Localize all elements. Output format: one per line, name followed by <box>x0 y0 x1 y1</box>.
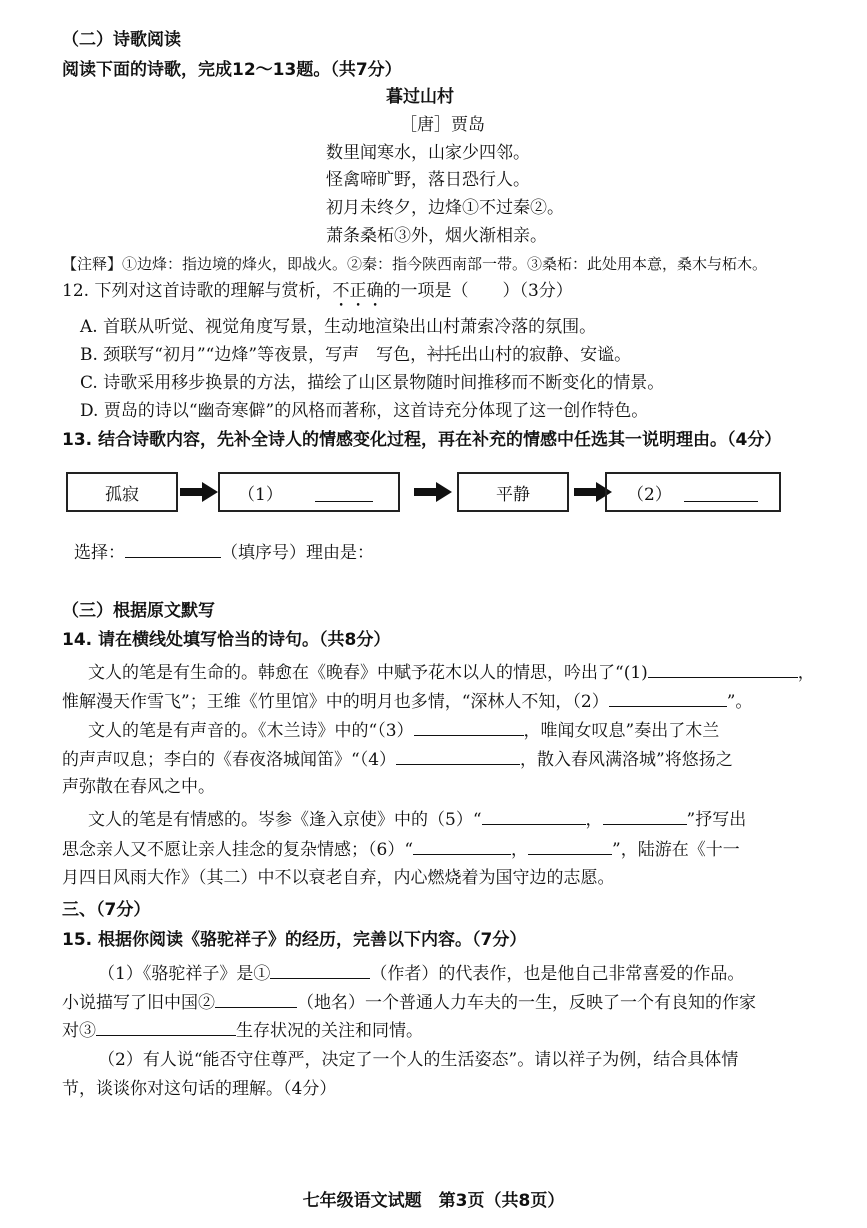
question-12-stem <box>62 279 573 311</box>
q14-line: 声弥散在春风之中。 <box>62 777 215 797</box>
answer-blank[interactable] <box>315 483 373 502</box>
q15-line: （2）有人说“能否守住尊严，决定了一个人的生活姿态”。请以祥子为例，结合具体情 <box>98 1050 739 1070</box>
q15-line: 节，谈谈你对这句话的理解。（4分） <box>62 1079 337 1099</box>
page-footer: 七年级语文试题 第3页（共8页） <box>302 1191 565 1211</box>
q14-text: 文人的笔是有声音的。《木兰诗》中的“（3） <box>88 721 414 741</box>
q14-text: ”抒写出 <box>686 810 747 830</box>
poem-notes: 【注释】①边烽：指边境的烽火，即战火。②秦：指今陕西南部一带。③桑柘：此处用本意，桑木与柘木。 <box>62 255 768 273</box>
q15-text: 小说描写了旧中国② <box>62 993 215 1013</box>
q14-text: 惟解漫天作雪飞”；王维《竹里馆》中的明月也多情，“深林人不知，（2） <box>62 692 609 712</box>
answer-blank[interactable] <box>482 806 586 825</box>
q14-line <box>88 717 719 743</box>
poem-line: 数里闻寒水，山家少四邻。 <box>326 143 530 163</box>
q12-option-b <box>80 343 631 367</box>
flow-box-blank-1[interactable] <box>218 472 400 512</box>
q15-line <box>98 960 744 986</box>
q12-option-d: D. 贾岛的诗以“幽奇寒僻”的风格而著称，这首诗充分体现了这一创作特色。 <box>80 401 649 421</box>
flow-box-label: （2） <box>627 484 672 505</box>
flow-box-label: 平静 <box>496 484 530 505</box>
q13-choice-label: 选择： <box>74 543 125 563</box>
q14-text: ，唯闻女叹息”奏出了木兰 <box>523 721 720 741</box>
q12-option-b-text: B. 颈联写“初月”“边烽”等夜景，写声 写色， <box>80 345 428 365</box>
flow-box-calm <box>457 472 569 512</box>
flow-box-blank-2[interactable] <box>605 472 781 512</box>
question-13-stem: 13. 结合诗歌内容，先补全诗人的情感变化过程，再在补充的情感中任选其一说明理由。（4分） <box>62 430 782 450</box>
poem-line: 萧条桑柘③外，烟火渐相亲。 <box>326 226 547 246</box>
q14-text: ，散入春风满洛城”将悠扬之 <box>520 750 733 770</box>
q15-text: （1）《骆驼祥子》是① <box>98 964 271 984</box>
answer-blank[interactable] <box>396 746 520 765</box>
q12-option-c: C. 诗歌采用移步换景的方法，描绘了山区景物随时间推移而不断变化的情景。 <box>80 373 665 393</box>
q12-stem-prefix: 12. 下列对这首诗歌的理解与赏析， <box>62 281 333 301</box>
q14-line <box>88 806 746 832</box>
right-arrow-icon <box>414 482 452 502</box>
flow-box-lonely <box>66 472 178 512</box>
answer-blank[interactable] <box>648 659 798 678</box>
answer-blank[interactable] <box>96 1017 236 1036</box>
answer-blank[interactable] <box>270 960 370 979</box>
q15-text: 对③ <box>62 1021 96 1041</box>
q13-choice-tail: （填序号）理由是： <box>221 543 374 563</box>
answer-blank[interactable] <box>609 688 727 707</box>
answer-blank[interactable] <box>125 539 221 558</box>
answer-blank[interactable] <box>603 806 687 825</box>
q15-line <box>62 989 756 1015</box>
q14-text: 文人的笔是有生命的。韩愈在《晚春》中赋予花木以人的情思，吟出了“(1) <box>88 663 648 683</box>
q14-line <box>62 688 752 714</box>
section-heading-poetry: （二）诗歌阅读 <box>62 30 181 50</box>
q14-line: 月四日风雨大作》（其二）中不以衰老自弃，内心燃烧着为国守边的志愿。 <box>62 868 615 888</box>
answer-blank[interactable] <box>684 483 758 502</box>
q14-text: ， <box>585 810 603 830</box>
q15-text: 生存状况的关注和同情。 <box>236 1021 423 1041</box>
q14-line <box>62 746 733 772</box>
poem-author: ［唐］贾岛 <box>400 115 485 135</box>
q12-option-b-struck: 衬托 <box>427 345 462 365</box>
answer-blank[interactable] <box>414 717 524 736</box>
q14-text: 文人的笔是有情感的。岑参《逢入京使》中的（5）“ <box>88 810 482 830</box>
q15-text: （地名）一个普通人力车夫的一生，反映了一个有良知的作家 <box>297 993 756 1013</box>
poem-title: 暮过山村 <box>386 87 454 107</box>
q15-text: （作者）的代表作，也是他自己非常喜爱的作品。 <box>370 964 745 984</box>
q12-emphasis: 不正确 <box>332 281 384 301</box>
q14-line <box>62 836 740 862</box>
q15-line <box>62 1017 423 1043</box>
q14-text: ”，陆游在《十一 <box>612 840 740 860</box>
q14-text: ”。 <box>726 692 753 712</box>
q14-text: ， <box>797 663 815 683</box>
q12-option-b-tail: 出山村的寂静、安谧。 <box>461 345 632 365</box>
poem-line: 初月未终夕，边烽①不过秦②。 <box>326 198 564 218</box>
q14-line <box>88 659 815 685</box>
q13-choice-line <box>74 539 374 565</box>
answer-blank[interactable] <box>413 836 511 855</box>
poem-line: 怪禽啼旷野，落日恐行人。 <box>326 170 530 190</box>
q12-option-a: A. 首联从听觉、视觉角度写景，生动地渲染出山村萧索冷落的氛围。 <box>80 317 597 337</box>
q14-text: ， <box>511 840 529 860</box>
flow-box-label: 孤寂 <box>105 484 139 505</box>
right-arrow-icon <box>180 482 218 502</box>
q14-text: 思念亲人又不愿让亲人挂念的复杂情感；（6）“ <box>62 840 414 860</box>
q12-stem-suffix: 的一项是（ ）（3分） <box>383 281 573 301</box>
poetry-instruction: 阅读下面的诗歌，完成12～13题。（共7分） <box>62 60 402 80</box>
question-14-stem: 14. 请在横线处填写恰当的诗句。（共8分） <box>62 630 391 650</box>
section-heading-dictation: （三）根据原文默写 <box>62 601 215 621</box>
answer-blank[interactable] <box>528 836 612 855</box>
q14-text: 的声声叹息；李白的《春夜洛城闻笛》“（4） <box>62 750 397 770</box>
question-15-stem: 15. 根据你阅读《骆驼祥子》的经历，完善以下内容。（7分） <box>62 930 527 950</box>
flow-box-label: （1） <box>238 484 283 505</box>
part-three-heading: 三、（7分） <box>62 900 151 920</box>
answer-blank[interactable] <box>215 989 297 1008</box>
